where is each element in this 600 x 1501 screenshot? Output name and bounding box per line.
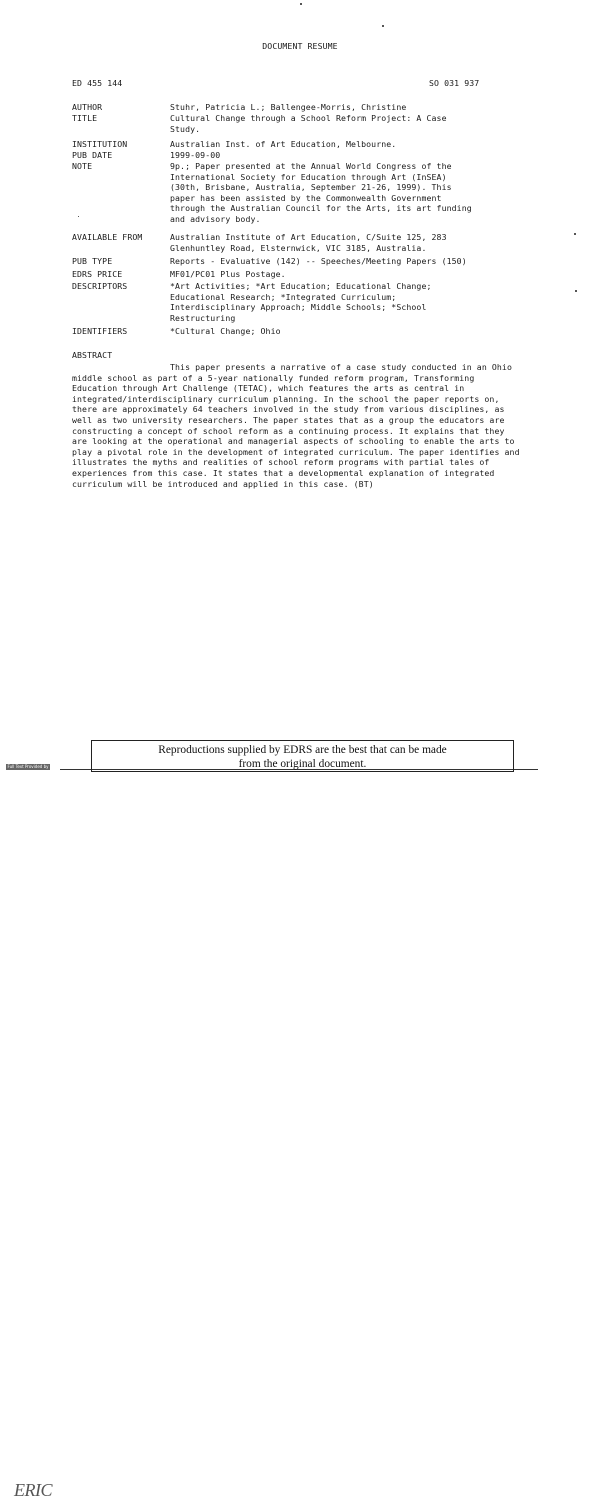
reproduction-notice bbox=[91, 740, 514, 772]
document-title: DOCUMENT RESUME bbox=[262, 41, 338, 51]
field-label-identifiers: IDENTIFIERS bbox=[72, 326, 128, 336]
field-value-author: Stuhr, Patricia L.; Ballengee-Morris, Christine bbox=[170, 102, 407, 112]
field-value-identifiers: *Cultural Change; Ohio bbox=[170, 326, 281, 336]
field-value-pub-date: 1999-09-00 bbox=[170, 150, 221, 160]
field-label-edrs-price: EDRS PRICE bbox=[72, 269, 123, 279]
field-value-note: 9p.; Paper presented at the Annual World Congress of the International Society for Education through Art (InSEA) (30th, Brisbane, Australia, September 21-26, 1999). This paper has been assisted by the Commonwealth Government through the Australian Council for the Arts, its art funding and advisory body. bbox=[170, 161, 472, 224]
abstract-body: This paper presents a narrative of a case study conducted in an Ohio middle school as part of a 5-year nationally funded reform program, Transforming Education through Art Challenge (TETAC), which features the arts as central in integrated/interdisciplinary curriculum planning. In the school the paper reports on, there are approximately 64 teachers involved in the study from various disciplines, as well as two university researchers. The paper states that as a group the educators are constructing a concept of school reform as a continuing process. It explains that they are looking at the operational and managerial aspects of schooling to enable the arts to play a pivotal role in the development of integrated curriculum. The paper identifies and illustrates the myths and realities of school reform programs with partial tales of experiences from this case. It states that a developmental explanation of integrated curriculum will be introduced and applied in this case. (BT) bbox=[72, 362, 520, 489]
field-label-author: AUTHOR bbox=[72, 102, 103, 112]
field-label-note: NOTE bbox=[72, 161, 93, 171]
scan-speck bbox=[300, 3, 302, 5]
field-value-pub-type: Reports - Evaluative (142) -- Speeches/Meeting Papers (150) bbox=[170, 256, 467, 266]
field-label-title: TITLE bbox=[72, 113, 98, 123]
scan-speck bbox=[78, 216, 79, 217]
field-label-institution: INSTITUTION bbox=[72, 139, 128, 149]
field-label-pub-type: PUB TYPE bbox=[72, 256, 113, 266]
eric-logo-subtext: Full Text Provided by ERIC bbox=[7, 764, 49, 775]
scan-speck bbox=[382, 25, 384, 27]
ed-number: ED 455 144 bbox=[72, 78, 123, 88]
field-value-descriptors: *Art Activities; *Art Education; Educational Change; Educational Research; *Integrated Curriculum; Interdisciplinary Approach; Middle Schools; *School Restructuring bbox=[170, 281, 432, 323]
field-value-institution: Australian Inst. of Art Education, Melbourne. bbox=[170, 139, 397, 149]
scan-speck bbox=[574, 233, 576, 235]
field-value-edrs-price: MF01/PC01 Plus Postage. bbox=[170, 269, 286, 279]
field-label-available-from: AVAILABLE FROM bbox=[72, 232, 143, 242]
field-label-pub-date: PUB DATE bbox=[72, 150, 113, 160]
so-number: SO 031 937 bbox=[429, 78, 480, 88]
field-value-available-from: Australian Institute of Art Education, C/Suite 125, 283 Glenhuntley Road, Elsternwick, VIC 3185, Australia. bbox=[170, 232, 447, 253]
eric-logo-text: ERIC bbox=[14, 1480, 52, 1500]
reproduction-notice-line-1: Reproductions supplied by EDRS are the best that can be made bbox=[158, 744, 447, 756]
abstract-heading: ABSTRACT bbox=[72, 350, 113, 360]
field-value-title: Cultural Change through a School Reform Project: A Case Study. bbox=[170, 113, 447, 134]
scan-speck bbox=[575, 290, 577, 292]
reproduction-notice-line-2: from the original document. bbox=[238, 758, 367, 770]
field-label-descriptors: DESCRIPTORS bbox=[72, 281, 128, 291]
